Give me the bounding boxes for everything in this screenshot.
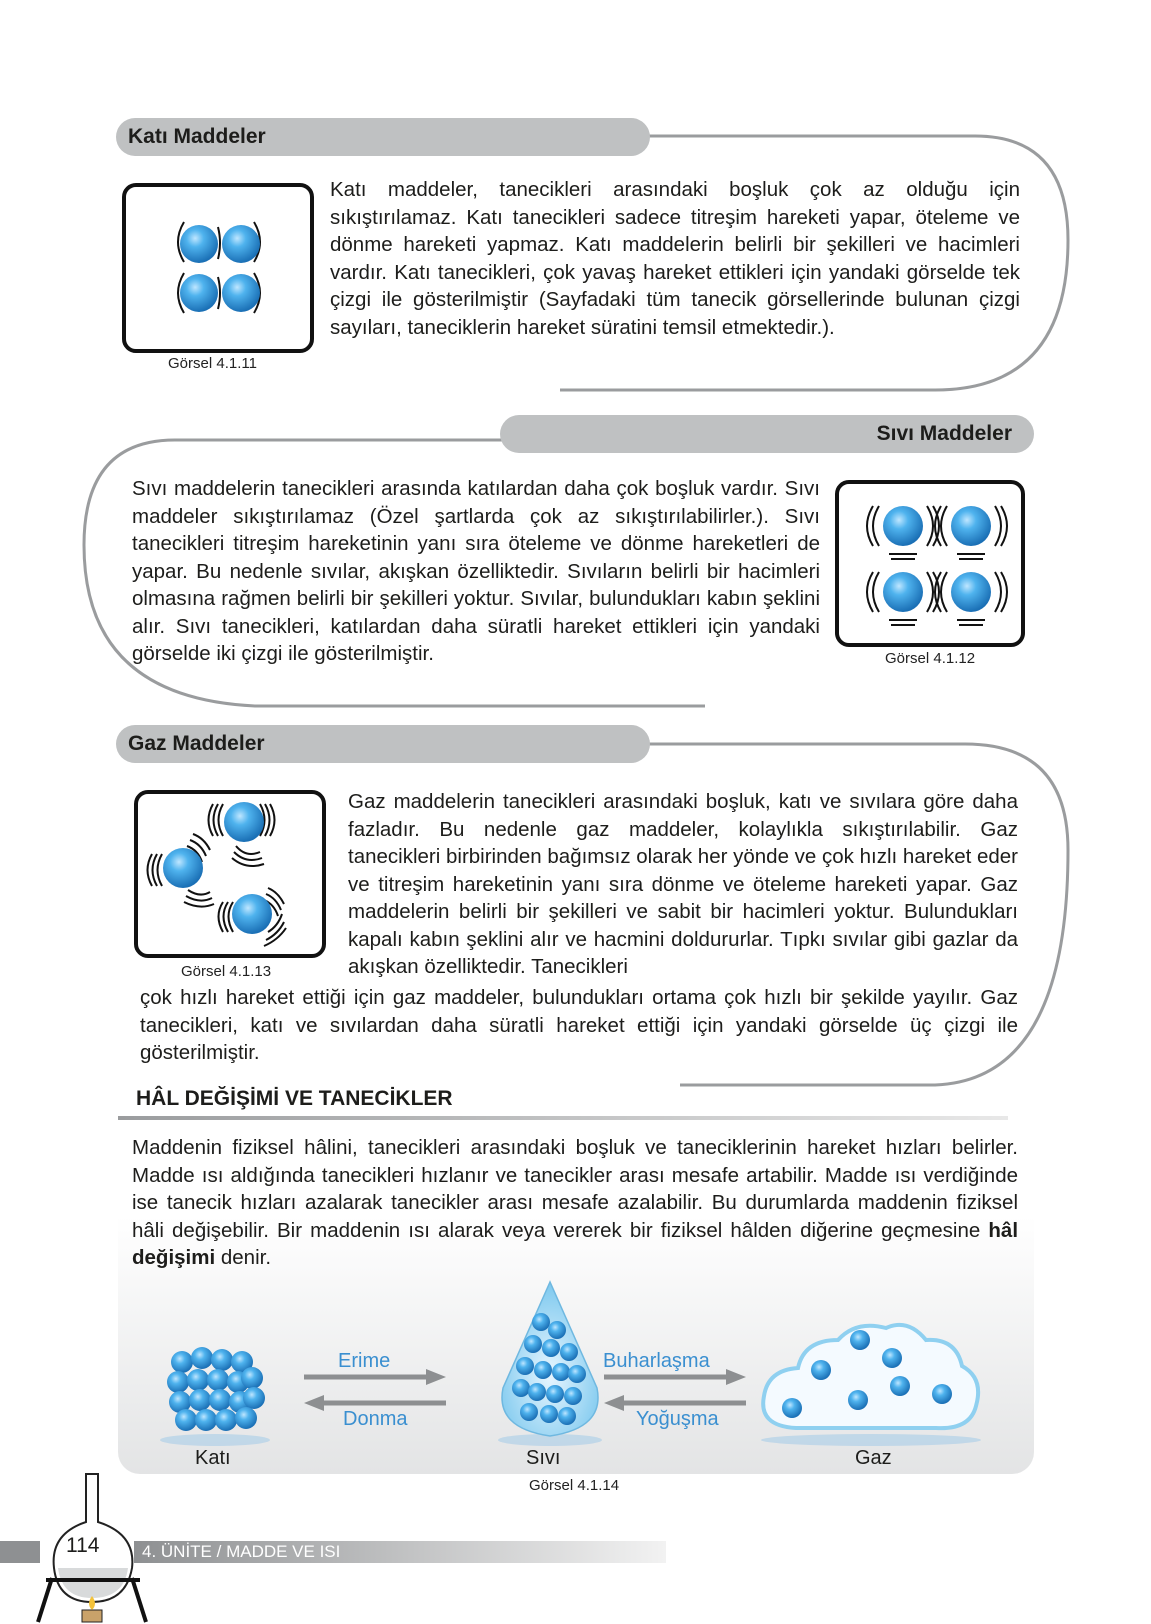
melting-label: Erime xyxy=(338,1350,391,1372)
gas-section-title: Gaz Maddeler xyxy=(116,725,650,763)
phase-paragraph-end: denir. xyxy=(220,1246,272,1269)
phase-figure-caption: Görsel 4.1.14 xyxy=(529,1477,620,1494)
page-number: 114 xyxy=(66,1534,100,1557)
freezing-label: Donma xyxy=(343,1408,408,1430)
gas-figure-caption: Görsel 4.1.13 xyxy=(181,963,272,980)
phase-gas-drawing xyxy=(756,1318,986,1448)
phase-paragraph-start: Maddenin fiziksel hâlini, tanecikleri arasındaki boşluk ve taneciklerinin hareket hızları belirler. Madde ısı aldığında tanecikleri hızlanır ve tanecikler arası mesafe artabilir. Madde ısı verdiğinde ise tanecik hızları azalarak tanecikler arası mesafe azalabilir. Bu durumlarda maddenin fiziksel hâli değişebilir. Bir maddenin ısı alarak veya vererek bir fiziksel hâlden diğerine geçmesine xyxy=(132,1136,1018,1242)
solid-particles-drawing xyxy=(126,187,310,349)
solid-figure-caption: Görsel 4.1.11 xyxy=(168,355,257,372)
liquid-section-title: Sıvı Maddeler xyxy=(500,415,1034,453)
solid-section-title: Katı Maddeler xyxy=(116,118,650,156)
solid-paragraph: Katı maddeler, tanecikleri arasındaki boşluk çok az olduğu için sıkıştırılamaz. Katı tanecikleri sadece titreşim hareketi yapar, öteleme ve dönme hareketi yapmaz. Katı maddelerin belirli bir şekilleri ve hacimleri vardır. Katı tanecikleri, çok yavaş hareket ettikleri için yandaki görselde tek çizgi ile gösterilmiştir (Sayfadaki tüm tanecik görsellerinde bulunan çizgi sayıları, taneciklerin hareket süratini temsil etmektedir.). xyxy=(330,178,1020,339)
phase-liquid-drawing xyxy=(495,1278,605,1448)
gas-paragraph-top: Gaz maddelerin tanecikleri arasındaki boşluk, katı ve sıvılara göre daha fazladır. Bu nedenle gaz maddeler, kolaylıkla sıkıştırılabilir. Gaz tanecikleri birbirinden bağımsız olarak her yönde ve çok hızlı hareket eder ve titreşim hareketinin yanı sıra dönme ve öteleme hareketi yapar. Gaz maddelerin belirli bir şekilleri ve sabit bir hacimleri yoktur. Bulundukları kapalı kabın şeklini alır ve hacmini doldururlar. Tıpkı sıvılar gibi gazlar da akışkan özelliktedir. Tanecikleri xyxy=(348,790,1019,978)
footer-unit-title: 4. ÜNİTE / MADDE VE ISI xyxy=(142,1542,341,1561)
gas-state-label: Gaz xyxy=(855,1447,892,1469)
liquid-paragraph: Sıvı maddelerin tanecikleri arasında katılardan daha çok boşluk vardır. Sıvı maddeler sıkıştırılamaz (Özel şartlarda çok az sıkıştırılabilirler.). Sıvı tanecikleri titreşim hareketinin yanı sıra öteleme ve dönme hareketleri de yapar. Bu nedenle sıvılar, akışkan özelliktedir. Sıvıların belirli bir hacimleri olmasına rağmen belirli bir şekilleri yoktur. Sıvılar, bulundukları kabın şeklini alır. Sıvı tanecikleri, katılardan daha süratli hareket ettikleri için yandaki görselde iki çizgi ile gösterilmiştir. xyxy=(132,477,820,665)
liquid-state-label: Sıvı xyxy=(526,1447,561,1469)
liquid-particles-drawing xyxy=(839,484,1021,643)
gas-particles-figure xyxy=(134,790,326,958)
solid-particles-figure xyxy=(122,183,314,353)
condensation-label: Yoğuşma xyxy=(636,1408,719,1430)
phase-solid-drawing xyxy=(160,1340,280,1450)
solid-state-label: Katı xyxy=(195,1447,231,1469)
gas-paragraph-bottom: çok hızlı hareket ettiği için gaz maddeler, bulundukları ortama çok hızlı bir şekilde yayılır. Gaz tanecikleri, katı ve sıvılardan daha süratli hareket ettiği için yandaki görselde üç çizgi ile gösterilmiştir. xyxy=(140,986,1018,1064)
liquid-figure-caption: Görsel 4.1.12 xyxy=(885,650,976,667)
gas-particles-drawing xyxy=(138,794,322,954)
liquid-particles-figure xyxy=(835,480,1025,647)
evaporation-label: Buharlaşma xyxy=(603,1350,710,1372)
phase-paragraph xyxy=(132,1134,1018,1272)
phase-heading: HÂL DEĞİŞİMİ VE TANECİKLER xyxy=(136,1087,453,1110)
phase-paragraph-bold: hâl değişimi xyxy=(132,1218,1019,1269)
phase-heading-rule xyxy=(118,1116,1008,1120)
